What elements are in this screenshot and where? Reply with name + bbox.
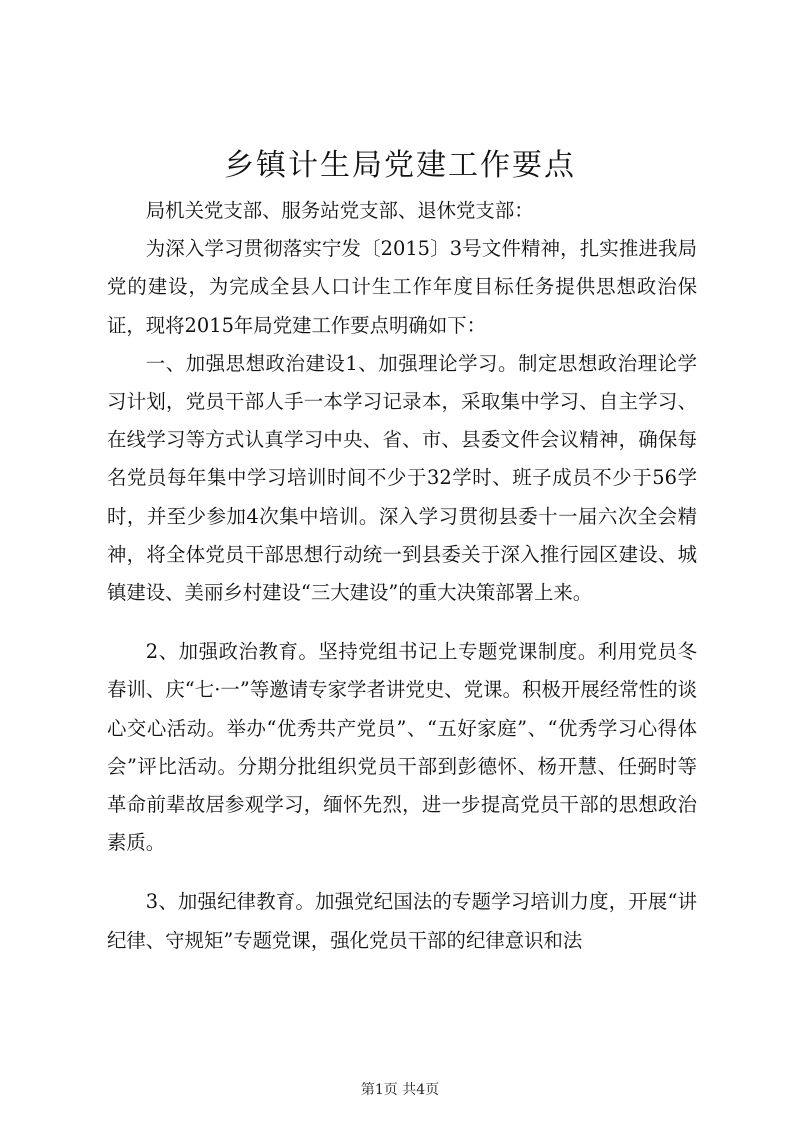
intro-paragraph: 为深入学习贯彻落实宁发〔2015〕3号文件精神，扎实推进我局党的建设，为完成全县人口计生工作年度目标任务提供思想政治保证，现将2015年局党建工作要点明确如下： bbox=[107, 237, 697, 337]
section-one-paragraph: 一、加强思想政治建设1、加强理论学习。制定思想政治理论学习计划，党员干部人手一本学习记录本，采取集中学习、自主学习、在线学习等方式认真学习中央、省、市、县委文件会议精神，确保每名党员每年集中学习培训时间不少于32学时、班子成员不少于56学时，并至少参加4次集中培训。深入学习贯彻县委十一届六次全会精神，将全体党员干部思想行动统一到县委关于深入推行园区建设、城镇建设、美丽乡村建设“三大建设”的重大决策部署上来。 bbox=[107, 351, 697, 605]
discipline-education-paragraph: 3、加强纪律教育。加强党纪国法的专题学习培训力度，开展“讲纪律、守规矩”专题党课，强化党员干部的纪律意识和法 bbox=[107, 890, 697, 952]
document-title: 乡镇计生局党建工作要点 bbox=[224, 148, 576, 183]
page-number-footer: 第1页 共4页 bbox=[360, 1082, 440, 1098]
salutation-paragraph: 局机关党支部、服务站党支部、退休党支部： bbox=[145, 199, 534, 222]
document-body bbox=[107, 192, 697, 960]
political-education-paragraph: 2、加强政治教育。坚持党组书记上专题党课制度。利用党员冬春训、庆“七·一”等邀请专家学者讲党史、党课。积极开展经常性的谈心交心活动。举办“优秀共产党员”、“五好家庭”、“优秀学习心得体会”评比活动。分期分批组织党员干部到彭德怀、杨开慧、任弼时等革命前辈故居参观学习，缅怀先烈，进一步提高党员干部的思想政治素质。 bbox=[107, 640, 697, 855]
